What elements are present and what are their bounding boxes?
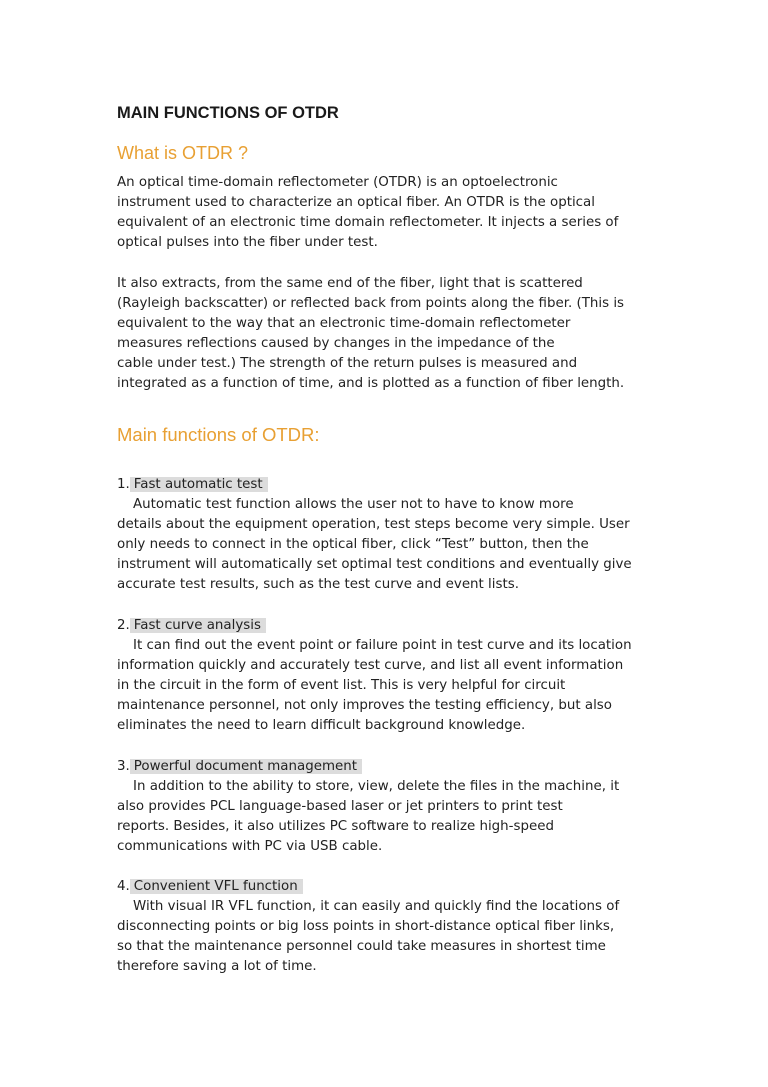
function-item-title: Fast automatic test xyxy=(130,477,268,492)
paragraph-line: instrument will automatically set optimal test conditions and eventually give xyxy=(117,557,632,572)
paragraph-line: cable under test.) The strength of the return pulses is measured and xyxy=(117,356,578,371)
paragraph-line: equivalent of an electronic time domain reflectometer. It injects a series of xyxy=(117,215,619,230)
paragraph-line: also provides PCL language-based laser or jet printers to print test xyxy=(117,799,563,814)
function-item-header xyxy=(117,757,657,777)
paragraph-line: measures reflections caused by changes in the impedance of the xyxy=(117,336,555,351)
function-item-header xyxy=(117,475,657,495)
function-item-title: Fast curve analysis xyxy=(130,618,266,633)
function-item-vfl-function xyxy=(117,877,657,977)
function-item-title: Powerful document management xyxy=(130,759,362,774)
paragraph-line: (Rayleigh backscatter) or reflected back from points along the fiber. (This is xyxy=(117,296,625,311)
function-item-header xyxy=(117,877,657,897)
function-item-fast-curve-analysis xyxy=(117,616,657,736)
document-title: MAIN FUNCTIONS OF OTDR xyxy=(117,104,339,122)
paragraph-line: equivalent to the way that an electronic time-domain reflectometer xyxy=(117,316,571,331)
what-is-otdr-heading: What is OTDR ? xyxy=(117,143,249,163)
paragraph-line: It can find out the event point or failure point in test curve and its location xyxy=(133,638,632,653)
paragraph-line: integrated as a function of time, and is plotted as a function of fiber length. xyxy=(117,376,625,391)
paragraph-line: instrument used to characterize an optical fiber. An OTDR is the optical xyxy=(117,195,595,210)
paragraph-line: accurate test results, such as the test curve and event lists. xyxy=(117,577,519,592)
function-item-number: 2. xyxy=(117,618,130,633)
paragraph-line: reports. Besides, it also utilizes PC software to realize high-speed xyxy=(117,819,554,834)
paragraph-line: maintenance personnel, not only improves the testing efficiency, but also xyxy=(117,698,612,713)
backscatter-paragraph xyxy=(117,274,657,394)
paragraph-line: Automatic test function allows the user not to have to know more xyxy=(133,497,574,512)
paragraph-line: With visual IR VFL function, it can easily and quickly find the locations of xyxy=(133,899,620,914)
paragraph-line: in the circuit in the form of event list. This is very helpful for circuit xyxy=(117,678,566,693)
function-item-number: 4. xyxy=(117,879,130,894)
paragraph-line: It also extracts, from the same end of the fiber, light that is scattered xyxy=(117,276,583,291)
paragraph-line: only needs to connect in the optical fiber, click “Test” button, then the xyxy=(117,537,589,552)
paragraph-line: information quickly and accurately test curve, and list all event information xyxy=(117,658,624,673)
paragraph-line: therefore saving a lot of time. xyxy=(117,959,317,974)
paragraph-line: In addition to the ability to store, view, delete the files in the machine, it xyxy=(133,779,620,794)
function-item-document-management xyxy=(117,757,657,857)
paragraph-line: so that the maintenance personnel could take measures in shortest time xyxy=(117,939,606,954)
paragraph-line: details about the equipment operation, test steps become very simple. User xyxy=(117,517,630,532)
intro-paragraph xyxy=(117,173,657,253)
paragraph-line: An optical time-domain reflectometer (OTDR) is an optoelectronic xyxy=(117,175,558,190)
function-item-title: Convenient VFL function xyxy=(130,879,303,894)
paragraph-line: communications with PC via USB cable. xyxy=(117,839,383,854)
function-item-number: 1. xyxy=(117,477,130,492)
function-item-header xyxy=(117,616,657,636)
function-item-number: 3. xyxy=(117,759,130,774)
main-functions-heading: Main functions of OTDR: xyxy=(117,424,320,445)
function-item-fast-automatic-test xyxy=(117,475,657,595)
paragraph-line: eliminates the need to learn difficult background knowledge. xyxy=(117,718,526,733)
paragraph-line: optical pulses into the fiber under test. xyxy=(117,235,378,250)
paragraph-line: disconnecting points or big loss points in short-distance optical fiber links, xyxy=(117,919,615,934)
